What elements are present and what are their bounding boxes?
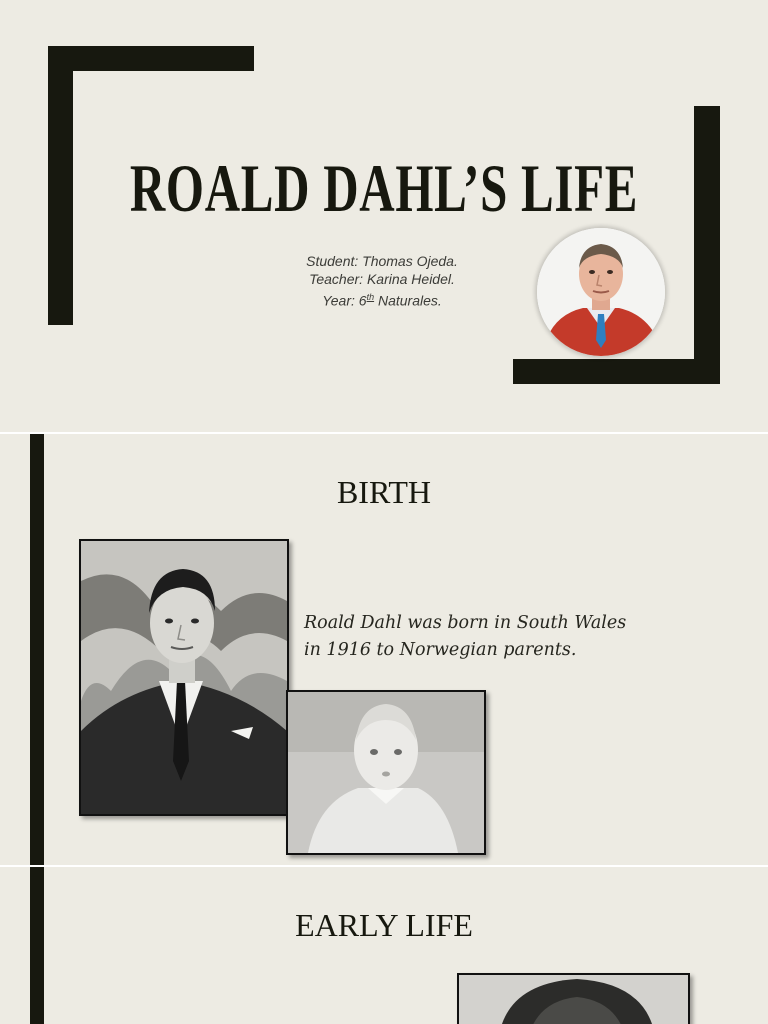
presentation-title: ROALD DAHL’S LIFE: [129, 150, 639, 226]
year-line: [232, 288, 532, 310]
early-life-photo: [457, 973, 690, 1024]
early-life-slide: [0, 867, 768, 1024]
birth-slide: [0, 434, 768, 865]
baby-photo-illustration: [288, 692, 484, 853]
teacher-line: Teacher: Karina Heidel.: [309, 271, 455, 287]
year-prefix: Year: 6: [322, 292, 367, 309]
frame-bottom-right-horizontal: [513, 359, 720, 384]
frame-bottom-right-vertical: [694, 106, 720, 384]
student-line: Student: Thomas Ojeda.: [306, 253, 458, 269]
birth-heading: BIRTH: [336, 474, 432, 510]
adult-dahl-photo: [79, 539, 289, 816]
birth-description: [304, 610, 724, 664]
slide-accent-bar: [30, 867, 44, 1024]
early-life-heading: EARLY LIFE: [295, 907, 473, 943]
portrait-illustration: [537, 228, 665, 356]
title-slide: [0, 0, 768, 432]
year-ordinal: th: [366, 292, 375, 302]
baby-dahl-photo: [286, 690, 486, 855]
adult-photo-illustration: [81, 541, 287, 814]
birth-text-line-1: Roald Dahl was born in South Wales: [304, 613, 627, 633]
early-life-photo-illustration: [459, 975, 688, 1024]
frame-top-left-horizontal: [48, 46, 254, 71]
birth-text-line-2: in 1916 to Norwegian parents.: [304, 640, 577, 660]
roald-dahl-portrait: [537, 228, 665, 356]
frame-top-left-vertical: [48, 46, 73, 325]
credits-block: [232, 252, 532, 310]
year-rest: Naturales.: [374, 292, 442, 309]
